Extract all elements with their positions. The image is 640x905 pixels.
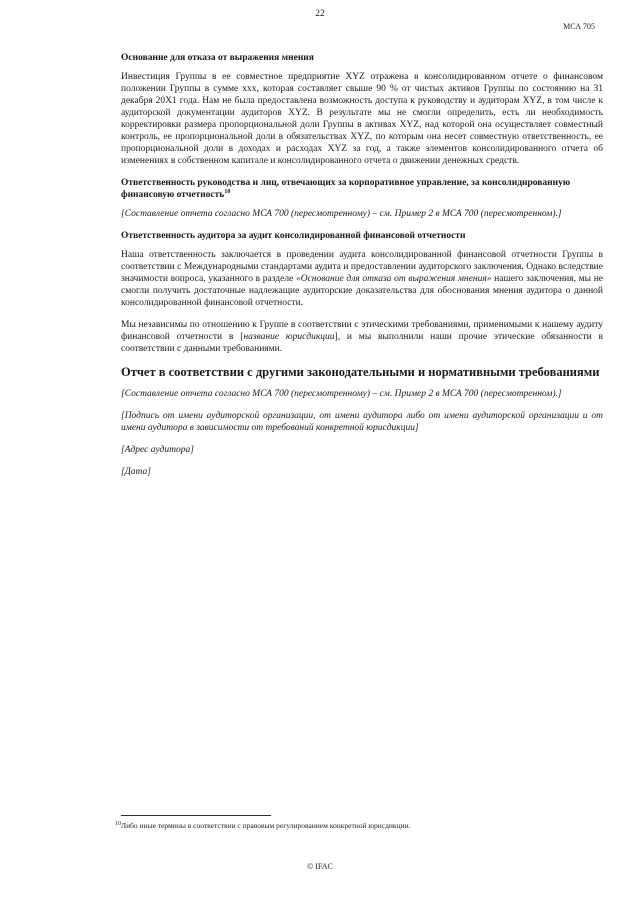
document-body (121, 52, 603, 488)
copyright-notice: © IFAC (307, 862, 333, 871)
basis-heading: Основание для отказа от выражения мнения (121, 53, 314, 63)
auditor-responsibility-heading: Ответственность аудитора за аудит консолидированной финансовой отчетности (121, 231, 466, 241)
footnote (115, 821, 603, 831)
other-requirements-paragraph: [Составление отчета согласно МСА 700 (пересмотренному) – см. Пример 2 в МСА 700 (пересмотренном).] (121, 389, 562, 399)
footnote-reference[interactable]: 10 (224, 188, 231, 195)
management-responsibility-heading-text: Ответственность руководства и лиц, отвечающих за корпоративное управление, за консолидированную финансовую отчетность (121, 178, 571, 200)
footnote-divider (121, 815, 271, 816)
footnote-text: Либо иные термины в соответствии с правовым регулированием конкретной юрисдикции. (121, 821, 411, 830)
standard-code: МСА 705 (563, 22, 595, 31)
signature-placeholder: [Подпись от имени аудиторской организации, от имени аудитора либо от имени аудиторской организации и от имени аудитора в зависимости от требований конкретной юрисдикции] (121, 411, 603, 433)
auditor-responsibility-paragraph-1 (121, 249, 603, 309)
basis-section-reference: «Основание для отказа от выражения мнения» (295, 274, 492, 284)
auditor-text-1-part-1: Наша ответственность заключается в проведении аудита консолидированной финансовой отчетности Группы в соответствии с Международными стандартами аудита и предоставлении аудиторского заключения. Однако вследствие значимости вопроса, указанного в разделе (121, 250, 603, 284)
auditor-text-2-part-2: ], и мы выполнили наши прочие этические обязанности в соответствии с данными требованиями. (121, 332, 603, 354)
date-placeholder: [Дата] (121, 467, 151, 477)
auditor-text-2-part-1: Мы независимы по отношению к Группе в соответствии с этическими требованиями, применимыми к нашему аудиту финансовой отчетности в [ (121, 320, 603, 342)
other-requirements-heading: Отчет в соответствии с другими законодательными и нормативными требованиями (121, 365, 600, 379)
auditor-responsibility-paragraph-2 (121, 319, 603, 355)
page-number: 22 (315, 9, 325, 19)
jurisdiction-name-placeholder: название юрисдикции (243, 332, 335, 342)
auditor-address-placeholder: [Адрес аудитора] (121, 445, 194, 455)
auditor-text-1-part-2: нашего заключения, мы не смогли получить достаточные надлежащие аудиторские доказательства для обоснования мнения аудитора о данной консолидированной финансовой отчетности. (121, 274, 604, 308)
basis-paragraph: Инвестиция Группы в ее совместное предприятие XYZ отражена в консолидированном отчете о финансовом положении Группы в сумме ххх, которая составляет свыше 90 % от чистых активов Группы по состоянию на 31 декабря 20X1 года. Нам не была предоставлена возможность доступа к руководству и аудиторам XYZ, в том числе к аудиторской документации аудиторов XYZ. В результате мы не смогли определить, есть ли необходимость корректировки размера пропорциональной доли Группы в активах XYZ, над которой она осуществляет совместный контроль, ее пропорциональной доли в обязательствах XYZ, по которым она несет совместную ответственность, ее пропорциональной доли в доходах и расходах XYZ за год, а также элементов консолидированного отчета об изменениях в собственном капитале и консолидированного отчета о движении денежных средств. (121, 72, 603, 166)
management-responsibility-paragraph: [Составление отчета согласно МСА 700 (пересмотренному) – см. Пример 2 в МСА 700 (пересмотренном).] (121, 209, 562, 219)
footnote-number: 10 (115, 821, 121, 827)
management-responsibility-heading (121, 177, 603, 201)
